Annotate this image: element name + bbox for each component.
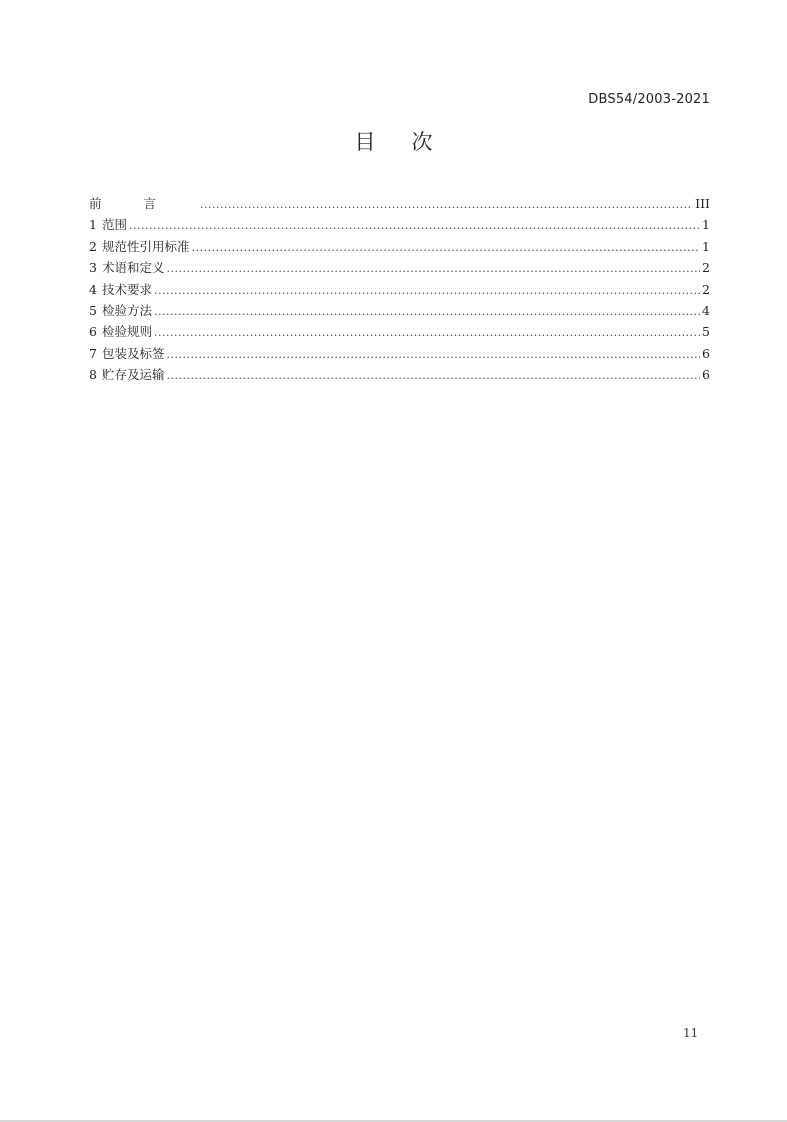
toc-entry-test-methods[interactable] [89, 300, 710, 321]
toc-entry-page: 6 [702, 367, 710, 383]
toc-entry-inspection-rules[interactable] [89, 321, 710, 342]
toc-entry-number: 8 [89, 367, 97, 383]
toc-entry-terms-definitions[interactable] [89, 257, 710, 278]
toc-entry-label: 检验方法 [102, 302, 153, 318]
toc-entry-label: 贮存及运输 [102, 367, 165, 383]
toc-entry-number: 7 [89, 345, 97, 361]
toc-entry-label: 规范性引用标准 [102, 238, 190, 254]
toc-entry-page: 6 [702, 345, 710, 361]
toc-entry-foreword[interactable] [89, 193, 710, 214]
toc-entry-page: 5 [702, 324, 710, 340]
toc-entry-number: 2 [89, 238, 97, 254]
toc-leader-dots [167, 365, 700, 386]
toc-leader-dots [167, 344, 700, 365]
toc-entry-storage-transport[interactable] [89, 364, 710, 385]
toc-entry-page: III [695, 196, 710, 211]
toc-entry-label: 术语和定义 [102, 260, 165, 276]
toc-entry-number: 3 [89, 260, 97, 276]
toc-entry-technical-requirements[interactable] [89, 279, 710, 300]
toc-entry-packaging-labeling[interactable] [89, 343, 710, 364]
table-of-contents [89, 193, 710, 386]
toc-entry-label: 前言 [89, 196, 199, 211]
toc-leader-dots [167, 258, 700, 279]
toc-entry-label: 包装及标签 [102, 345, 165, 361]
toc-entry-number: 1 [89, 217, 97, 233]
toc-entry-number: 5 [89, 302, 97, 318]
toc-leader-dots [154, 301, 700, 322]
toc-entry-number: 6 [89, 324, 97, 340]
toc-entry-normative-references[interactable] [89, 236, 710, 257]
document-code: DBS54/2003-2021 [588, 92, 710, 107]
page-number: 11 [683, 1026, 699, 1040]
toc-entry-page: 1 [702, 238, 710, 254]
toc-leader-dots [200, 194, 693, 215]
toc-leader-dots [154, 322, 700, 343]
toc-entry-page: 1 [702, 217, 710, 233]
toc-leader-dots [192, 237, 700, 258]
toc-entry-label: 技术要求 [102, 281, 153, 297]
toc-entry-page: 2 [702, 281, 710, 297]
toc-entry-label: 范围 [102, 217, 128, 233]
toc-leader-dots [129, 215, 700, 236]
toc-entry-page: 2 [702, 260, 710, 276]
toc-entry-page: 4 [702, 302, 710, 318]
toc-leader-dots [154, 280, 700, 301]
page-title: 目次 [354, 130, 469, 154]
toc-entry-number: 4 [89, 281, 97, 297]
toc-entry-label: 检验规则 [102, 324, 153, 340]
toc-entry-scope[interactable] [89, 214, 710, 235]
